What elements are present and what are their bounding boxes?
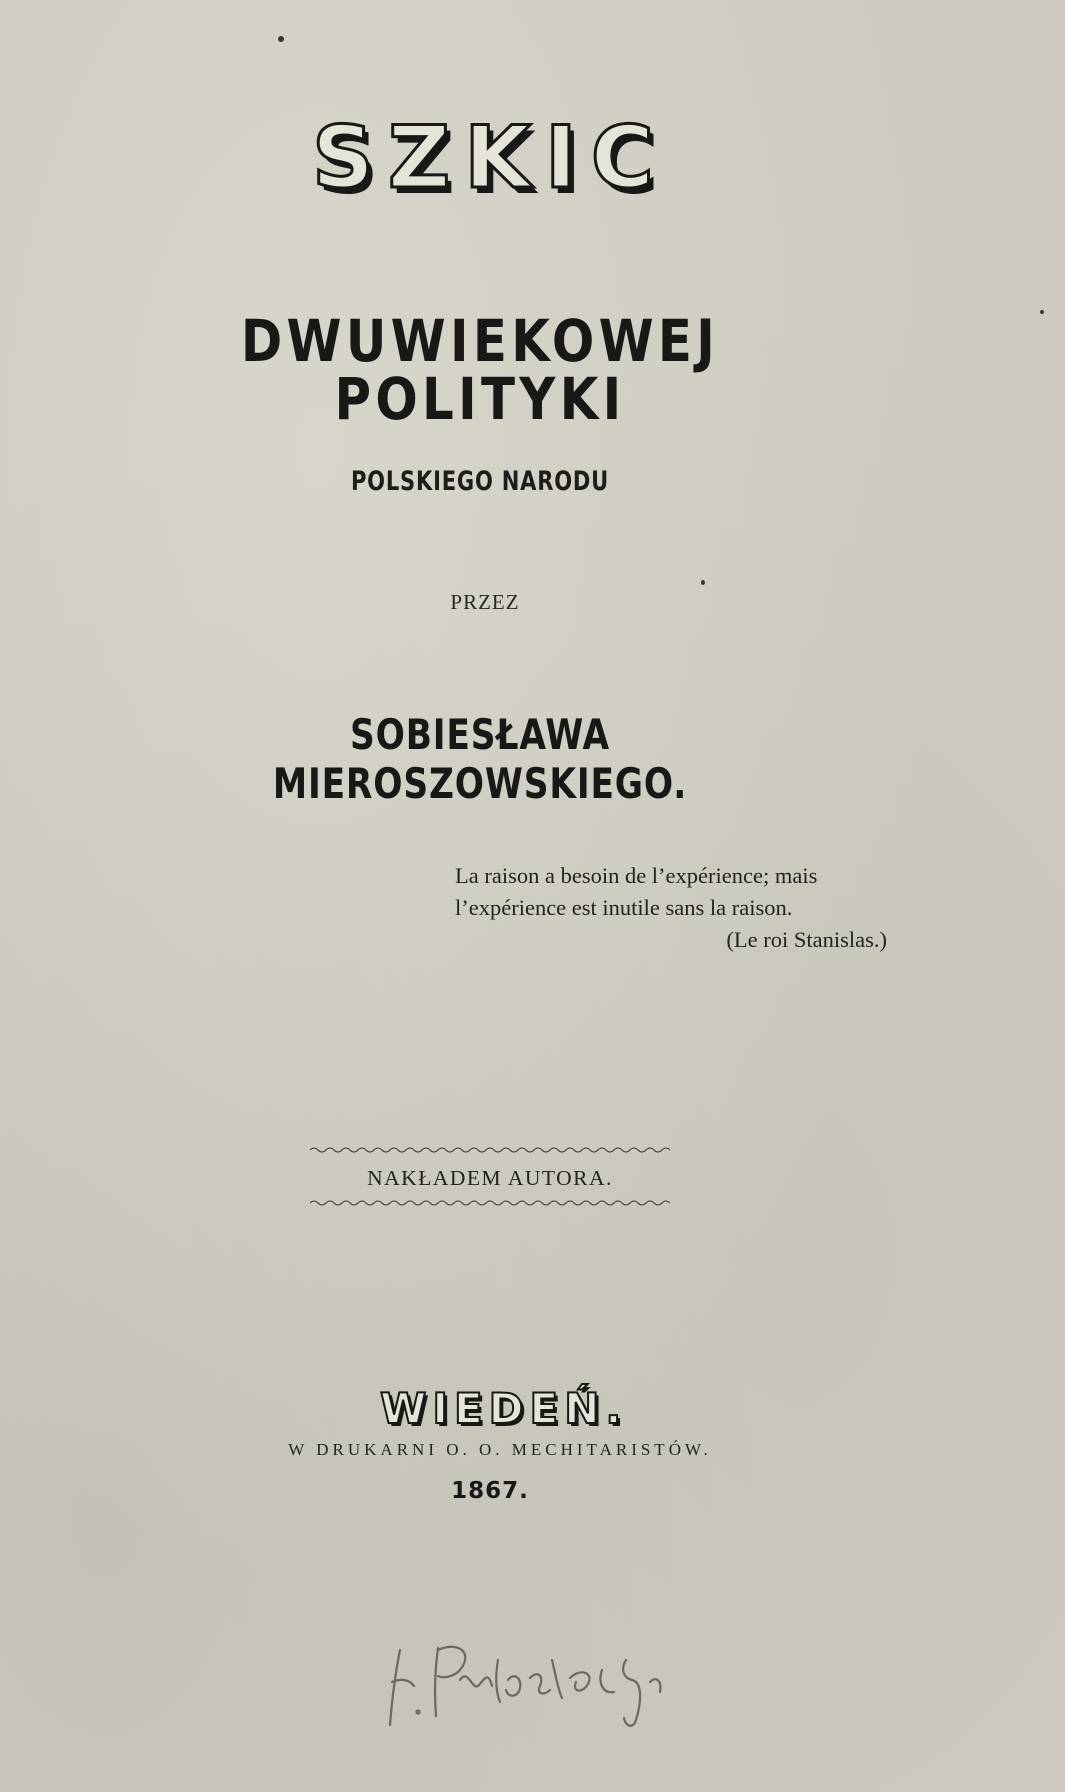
author-name: SOBIESŁAWA MIEROSZOWSKIEGO. [272, 710, 688, 808]
city: WIEDEŃ. [380, 1384, 628, 1433]
printer-line: W DRUKARNI O. O. MECHITARISTÓW. [288, 1440, 712, 1459]
epigraph-attribution: (Le roi Stanislas.) [726, 927, 887, 952]
ink-speck [1040, 310, 1044, 314]
epigraph-line-1: La raison a besoin de l’expérience; mais [455, 863, 818, 888]
sub-title: DWUWIEKOWEJ POLITYKI [240, 307, 720, 433]
publisher-line: NAKŁADEM AUTORA. [367, 1166, 613, 1190]
wavy-rule-top [310, 1145, 670, 1155]
subtitle: POLSKIEGO NARODU [350, 466, 610, 497]
epigraph-line-2: l’expérience est inutile sans la raison. [455, 895, 793, 920]
by-line: PRZEZ [450, 590, 520, 614]
ink-speck [278, 36, 284, 42]
wavy-rule-bottom [310, 1198, 670, 1208]
epigraph [455, 860, 895, 956]
main-title: SZKIC [311, 108, 669, 208]
year: 1867. [451, 1478, 529, 1504]
pencil-signature [380, 1620, 700, 1740]
ink-speck [701, 580, 705, 585]
